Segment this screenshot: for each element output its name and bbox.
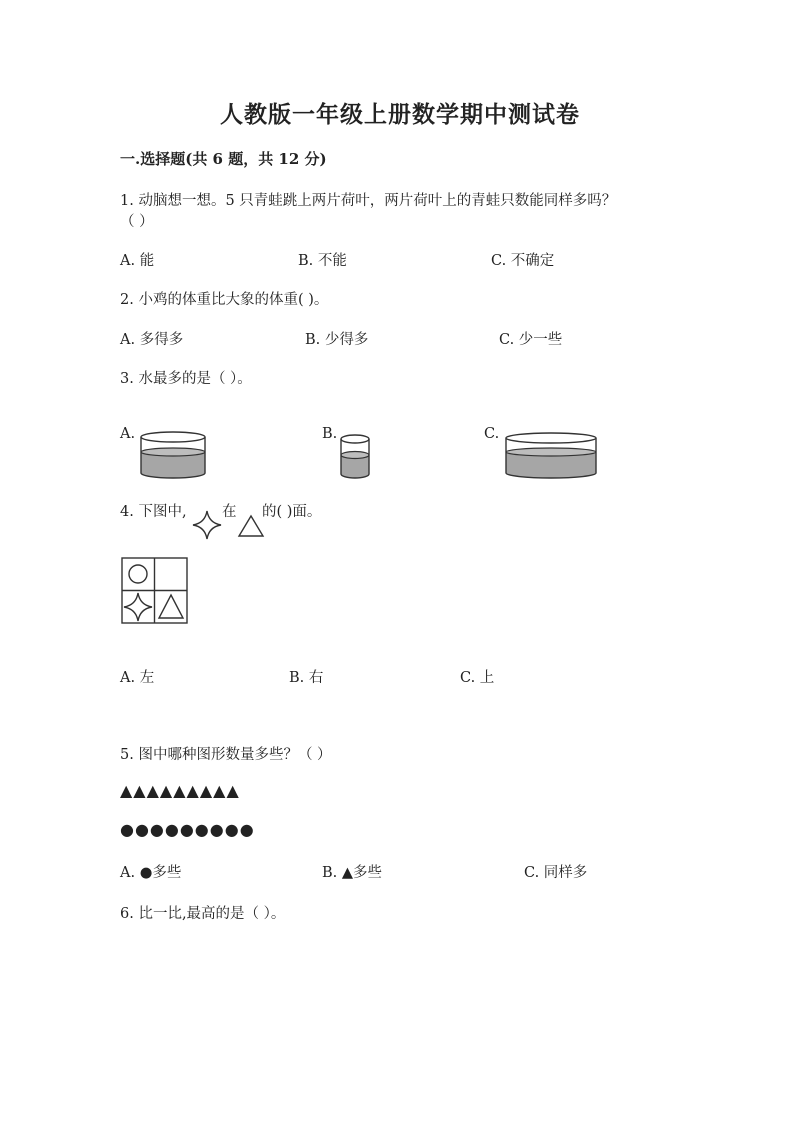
triangle-row: ▲▲▲▲▲▲▲▲▲ [120,781,240,800]
question-4-option-c: C. 上 [460,670,495,686]
question-6-stem: 6. 比一比,最高的是（ ）。 [120,906,286,922]
grid-circle-icon [129,565,147,583]
circle-row: ●●●●●●●●● [120,820,255,839]
question-5-option-c: C. 同样多 [524,865,588,881]
question-2-option-c: C. 少一些 [499,332,563,348]
question-1-option-b: B. 不能 [298,253,347,269]
page-title: 人教版一年级上册数学期中测试卷 [220,101,580,128]
question-4-stem-part2: 在 [222,504,237,520]
question-4-option-b: B. 右 [289,670,324,686]
section-heading: 一.选择题(共 6 题，共 12 分) [120,150,327,168]
question-2-option-b: B. 少得多 [305,332,369,348]
question-5-option-a: A. ●多些 [120,865,182,881]
container-c-image [503,430,599,480]
question-2-option-a: A. 多得多 [120,332,184,348]
question-4-stem-part1: 4. 下图中, [120,504,187,520]
container-a-image [138,428,208,480]
question-3-stem: 3. 水最多的是（ ）。 [120,371,252,387]
question-4-option-a: A. 左 [120,670,155,686]
container-b-image [338,433,372,481]
triangle-icon [238,514,264,538]
star-icon [192,510,222,540]
question-3-option-c: C. [484,426,500,442]
question-2-stem: 2. 小鸡的体重比大象的体重( )。 [120,292,329,308]
question-1-blank: （ ） [120,214,154,230]
question-1-stem: 1. 动脑想一想。5 只青蛙跳上两片荷叶，两片荷叶上的青蛙只数能同样多吗？ [120,193,617,209]
question-5-option-b: B. ▲多些 [322,865,383,881]
question-4-stem-part3: 的( )面。 [262,504,322,520]
grid-triangle-icon [159,595,183,618]
question-1-option-c: C. 不确定 [491,253,555,269]
question-3-option-b: B. [322,426,338,442]
question-3-option-a: A. [120,426,136,442]
grid-star-icon [124,593,152,621]
position-grid [121,557,189,625]
question-5-stem: 5. 图中哪种图形数量多些？（ ） [120,747,332,763]
question-1-option-a: A. 能 [120,253,155,269]
